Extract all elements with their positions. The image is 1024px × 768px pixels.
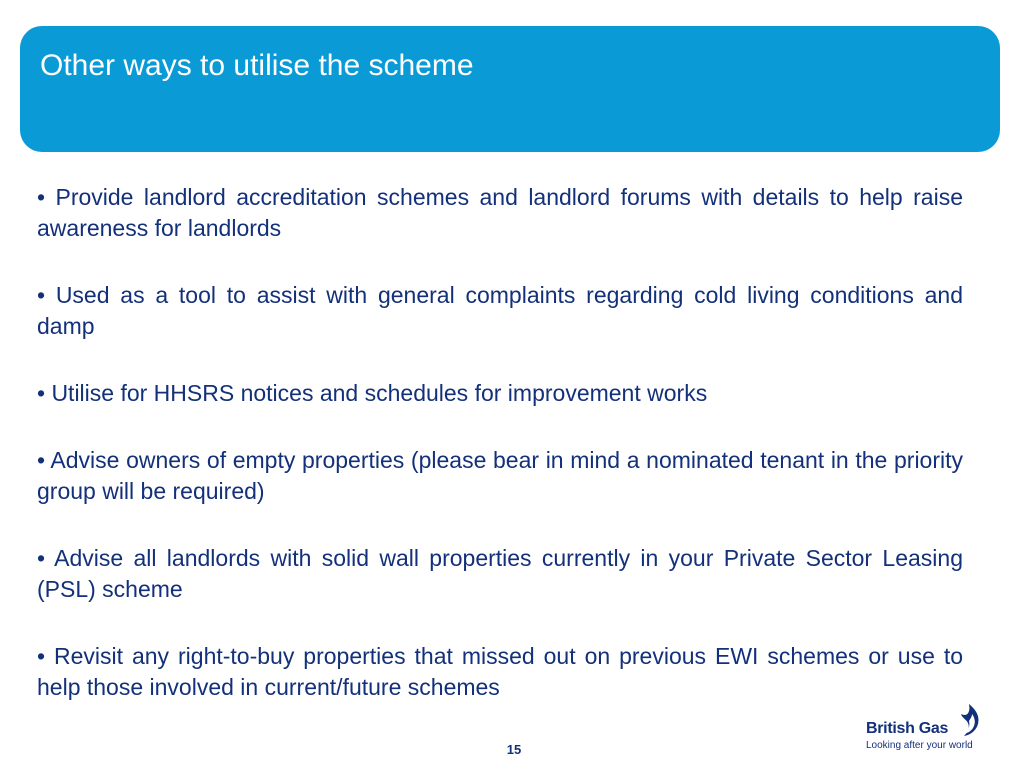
bullet-item: • Advise all landlords with solid wall properties currently in your Private Sector Leasing (PSL) scheme	[37, 545, 963, 602]
bullet-item: • Advise owners of empty properties (please bear in mind a nominated tenant in the priority group will be required)	[37, 447, 963, 504]
british-gas-logo	[864, 700, 988, 760]
logo-tagline: Looking after your world	[866, 740, 973, 751]
bullet-list	[37, 182, 963, 739]
bullet-item: • Provide landlord accreditation schemes and landlord forums with details to help raise awareness for landlords	[37, 184, 963, 241]
bullet-item: • Revisit any right-to-buy properties that missed out on previous EWI schemes or use to help those involved in current/future schemes	[37, 643, 963, 700]
logo-wordmark: British Gas	[866, 720, 949, 737]
page-number: 15	[506, 742, 522, 757]
bullet-item: • Utilise for HHSRS notices and schedules for improvement works	[37, 380, 708, 406]
bullet-item: • Used as a tool to assist with general complaints regarding cold living conditions and damp	[37, 282, 963, 339]
slide-title: Other ways to utilise the scheme	[40, 49, 474, 82]
flame-icon	[956, 702, 982, 738]
title-banner	[20, 26, 1000, 152]
